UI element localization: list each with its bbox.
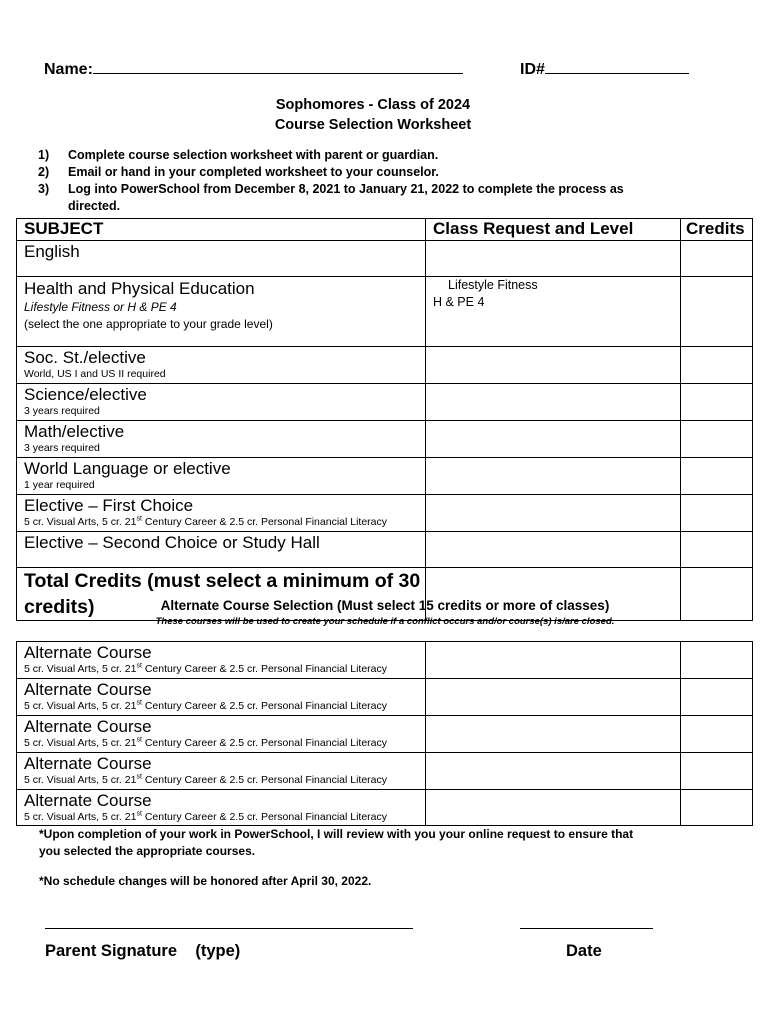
instruction-item: 1) Complete course selection worksheet with parent or guardian. [38,148,439,162]
credits-cell[interactable] [681,347,753,384]
subject-name: Alternate Course [24,754,152,773]
table-row-elective-first [17,495,753,532]
alternate-row [17,790,753,826]
subject-cell [17,495,426,532]
instruction-item: directed. [68,199,121,213]
subject-name: Alternate Course [24,717,152,736]
name-label: Name: [44,61,93,78]
subject-cell [17,532,426,568]
subject-note: 5 cr. Visual Arts, 5 cr. 21st Century Career & 2.5 cr. Personal Financial Literacy [24,662,388,675]
alternate-row [17,679,753,716]
subject-cell [17,753,426,790]
class-request-header: Class Request and Level [426,219,681,241]
table-row-health-pe [17,277,753,347]
subject-name: Math/elective [24,422,125,441]
credits-cell[interactable] [681,753,753,790]
subject-name: Alternate Course [24,791,152,810]
table-row-science [17,384,753,421]
subject-cell [17,716,426,753]
credits-cell[interactable] [681,241,753,277]
total-credits-label: Total Credits (must select a minimum of 30 credits) [17,568,426,621]
subject-name: Elective – Second Choice or Study Hall [24,533,320,552]
class-request-cell[interactable] [426,347,681,384]
date-label: Date [566,942,602,960]
class-request-cell[interactable] [426,679,681,716]
subject-note: 5 cr. Visual Arts, 5 cr. 21st Century Career & 2.5 cr. Personal Financial Literacy [24,736,388,749]
subject-cell [17,642,426,679]
credits-cell[interactable] [681,532,753,568]
subject-cell [17,458,426,495]
alternate-row [17,642,753,679]
parent-signature-line[interactable] [45,928,413,929]
footnote-review [39,826,633,860]
subject-cell [17,241,426,277]
subject-note: 5 cr. Visual Arts, 5 cr. 21st Century Career & 2.5 cr. Personal Financial Literacy [24,515,388,528]
table-row-elective-second [17,532,753,568]
class-request-cell[interactable] [426,495,681,532]
subject-name: Science/elective [24,385,147,404]
class-request-cell[interactable] [426,753,681,790]
id-blank-line[interactable] [545,57,689,74]
class-request-cell[interactable] [426,241,681,277]
subject-note-secondary: (select the one appropriate to your grade level) [24,317,273,331]
subject-cell [17,347,426,384]
alternate-subtitle: These courses will be used to create your schedule if a conflict occurs and/or course(s) is/are closed. [155,616,615,627]
id-label: ID# [520,61,545,78]
subject-note: 5 cr. Visual Arts, 5 cr. 21st Century Career & 2.5 cr. Personal Financial Literacy [24,810,388,823]
footnote-schedule-changes: *No schedule changes will be honored after April 30, 2022. [39,874,372,888]
table-row-english [17,241,753,277]
instructions-list [38,147,748,215]
credits-cell[interactable] [681,495,753,532]
date-line[interactable] [520,928,653,929]
class-request-cell[interactable] [426,532,681,568]
subject-cell [17,421,426,458]
class-request-cell[interactable] [426,642,681,679]
alternate-title: Alternate Course Selection (Must select 15 credits or more of classes) [160,598,610,613]
subject-cell [17,790,426,826]
alternate-row [17,753,753,790]
subject-note: 3 years required [24,405,100,417]
class-request-cell[interactable] [426,716,681,753]
instruction-item: 2) Email or hand in your completed worksheet to your counselor. [38,165,439,179]
subject-cell [17,384,426,421]
request-option-2: H & PE 4 [433,295,485,309]
class-request-cell[interactable] [426,277,681,347]
subject-name: Elective – First Choice [24,496,194,515]
subject-note: Lifestyle Fitness or H & PE 4 [24,300,177,314]
course-selection-table [16,218,753,621]
alternate-row [17,716,753,753]
class-request-cell[interactable] [426,421,681,458]
subject-note: World, US I and US II required [24,368,166,380]
class-request-cell[interactable] [426,458,681,495]
credits-header: Credits [681,219,753,241]
subject-cell [17,277,426,347]
subject-header: SUBJECT [17,219,426,241]
credits-cell[interactable] [681,790,753,826]
title-line-1: Sophomores - Class of 2024 [275,97,471,113]
footnote-line-1: *Upon completion of your work in PowerSchool, I will review with you your online request to ensure that [39,827,634,841]
subject-name: Alternate Course [24,643,152,662]
subject-note: 5 cr. Visual Arts, 5 cr. 21st Century Career & 2.5 cr. Personal Financial Literacy [24,773,388,786]
subject-name: Soc. St./elective [24,348,146,367]
id-field[interactable] [520,57,689,79]
alternate-course-table [16,641,753,826]
footnote-line-2: you selected the appropriate courses. [39,844,256,858]
credits-cell[interactable] [681,679,753,716]
instruction-item: 3) Log into PowerSchool from December 8, 2021 to January 21, 2022 to complete the process as [38,182,624,196]
title-line-2: Course Selection Worksheet [274,117,472,133]
name-blank-line[interactable] [93,57,463,74]
class-request-cell[interactable] [426,790,681,826]
credits-cell[interactable] [681,458,753,495]
credits-cell[interactable] [681,716,753,753]
subject-cell [17,679,426,716]
table-row-soc-st [17,347,753,384]
request-option-1: Lifestyle Fitness [448,278,538,292]
subject-note: 5 cr. Visual Arts, 5 cr. 21st Century Career & 2.5 cr. Personal Financial Literacy [24,699,388,712]
class-request-cell[interactable] [426,384,681,421]
page-title [0,95,746,135]
subject-note: 1 year required [24,479,95,491]
subject-name: World Language or elective [24,459,231,478]
credits-cell[interactable] [681,642,753,679]
subject-note: 3 years required [24,442,100,454]
credits-cell[interactable] [681,384,753,421]
subject-name: Alternate Course [24,680,152,699]
subject-name: English [24,242,80,261]
table-header-row [17,219,753,241]
credits-cell[interactable] [681,277,753,347]
type-label: (type) [195,942,241,960]
credits-cell[interactable] [681,421,753,458]
subject-name: Health and Physical Education [24,279,255,298]
name-field[interactable] [44,57,463,79]
parent-signature-label: Parent Signature (type) [45,942,241,960]
table-row-math [17,421,753,458]
table-row-world-language [17,458,753,495]
